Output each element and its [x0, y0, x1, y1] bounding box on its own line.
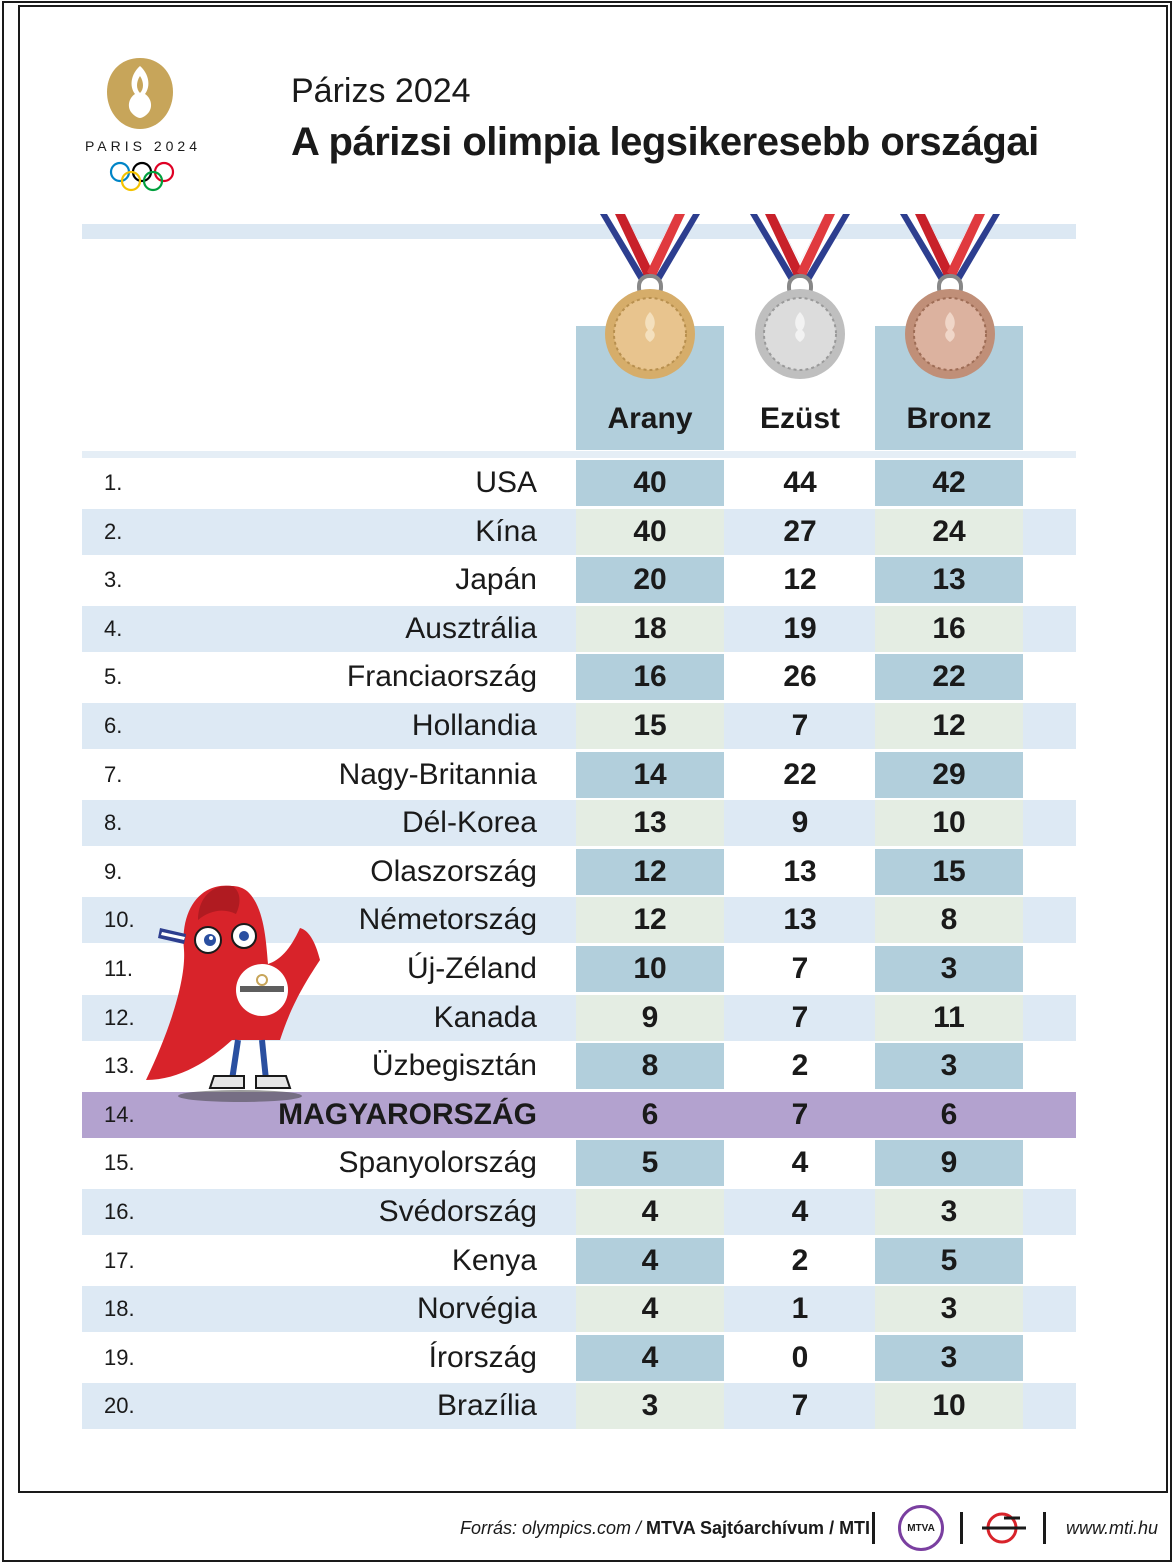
cell-gold: 14: [633, 757, 667, 791]
cell-bronze: 9: [940, 1146, 958, 1180]
cell-bronze: 3: [940, 1049, 958, 1083]
row-rank: 6.: [104, 712, 123, 738]
row-rank: 1.: [104, 470, 123, 495]
row-rank: 8.: [104, 810, 123, 836]
table-row: [82, 1335, 1076, 1384]
cell-silver: 22: [783, 757, 817, 791]
row-rank: 16.: [104, 1198, 135, 1224]
mti-logo-icon: [980, 1508, 1028, 1548]
row-country: Írország: [428, 1340, 537, 1374]
row-country: Ausztrália: [405, 611, 537, 645]
header-divider-band: [82, 451, 1076, 458]
cell-silver: 44: [783, 466, 817, 499]
table-row: [82, 606, 1076, 655]
row-country: Japán: [455, 563, 537, 597]
table-row: [82, 654, 1076, 703]
cell-bronze: 29: [932, 757, 966, 791]
row-country: USA: [475, 466, 537, 499]
cell-gold: 18: [633, 611, 667, 645]
row-country: MAGYARORSZÁG: [278, 1097, 537, 1131]
row-rank: 19.: [104, 1344, 135, 1370]
cell-gold: 4: [641, 1194, 659, 1228]
row-rank: 14.: [104, 1101, 135, 1127]
row-rank: 17.: [104, 1247, 135, 1273]
mtva-logo: MTVA: [898, 1505, 944, 1551]
cell-silver: 7: [791, 1097, 809, 1131]
cell-silver: 13: [783, 903, 817, 937]
row-rank: 2.: [104, 518, 123, 544]
row-country: Kanada: [433, 1000, 537, 1034]
column-header-gold: Arany: [607, 402, 693, 435]
cell-silver: 1: [791, 1292, 809, 1326]
bronze-medal-icon: [895, 212, 1005, 382]
gold-medal-icon: [595, 212, 705, 382]
cell-bronze: 3: [940, 951, 958, 985]
source-prefix: Forrás: olympics.com /: [460, 1518, 647, 1538]
cell-gold: 40: [633, 466, 667, 499]
table-row: [82, 703, 1076, 752]
row-rank: 4.: [104, 615, 123, 641]
paris-2024-logo: [78, 56, 208, 206]
row-rank: 11.: [104, 955, 133, 981]
cell-gold: 3: [641, 1389, 659, 1423]
cell-silver: 13: [783, 854, 817, 888]
phryge-mascot-icon: [140, 880, 330, 1105]
cell-gold: 10: [633, 951, 667, 985]
cell-bronze: 5: [940, 1243, 958, 1277]
cell-bronze: 16: [932, 611, 966, 645]
table-row: [82, 1189, 1076, 1238]
row-rank: 9.: [104, 858, 123, 884]
silver-medal-icon: [745, 212, 855, 382]
cell-gold: 16: [633, 660, 667, 694]
source-agency: MTVA Sajtóarchívum / MTI: [646, 1518, 871, 1538]
row-country: Franciaország: [346, 660, 537, 694]
cell-gold: 6: [641, 1097, 659, 1131]
cell-gold: 9: [641, 1000, 659, 1034]
cell-gold: 4: [641, 1340, 659, 1374]
cell-bronze: 6: [940, 1097, 958, 1131]
row-rank: 10.: [104, 907, 135, 933]
row-country: Üzbegisztán: [371, 1049, 537, 1083]
cell-bronze: 15: [932, 854, 966, 888]
row-country: Norvégia: [416, 1292, 537, 1326]
cell-silver: 4: [791, 1146, 809, 1180]
cell-gold: 12: [633, 854, 667, 888]
cell-bronze: 42: [932, 466, 966, 499]
row-rank: 18.: [104, 1296, 135, 1322]
page-subtitle: Párizs 2024: [291, 72, 471, 110]
column-header-bronze: Bronz: [906, 402, 992, 435]
cell-bronze: 8: [940, 903, 958, 937]
source-credit: [460, 1518, 870, 1539]
table-row: [82, 1383, 1076, 1432]
row-rank: 7.: [104, 761, 123, 787]
row-rank: 3.: [104, 567, 123, 593]
cell-gold: 12: [633, 903, 667, 937]
cell-gold: 8: [641, 1049, 659, 1083]
cell-bronze: 10: [932, 806, 966, 840]
row-country: Svédország: [378, 1194, 537, 1228]
row-country: Új-Zéland: [406, 951, 537, 985]
row-country: Hollandia: [411, 708, 537, 742]
cell-gold: 15: [633, 708, 667, 742]
cell-silver: 27: [783, 514, 817, 548]
logo-wordmark: PARIS 2024: [84, 138, 201, 154]
cell-bronze: 3: [940, 1194, 958, 1228]
cell-silver: 7: [791, 1000, 809, 1034]
cell-gold: 4: [641, 1243, 659, 1277]
row-country: Kenya: [451, 1243, 537, 1277]
page-title: A párizsi olimpia legsikeresebb országai: [291, 120, 1039, 164]
footer-separator: [960, 1512, 963, 1544]
cell-silver: 4: [791, 1194, 809, 1228]
table-row: [82, 1238, 1076, 1287]
table-row: [82, 752, 1076, 801]
cell-silver: 9: [791, 806, 809, 840]
row-country: Dél-Korea: [401, 806, 537, 840]
cell-silver: 7: [791, 951, 809, 985]
table-row: [82, 557, 1076, 606]
cell-silver: 12: [783, 563, 817, 597]
paris-flame-icon: [101, 56, 179, 131]
row-country: Németország: [358, 903, 537, 937]
row-country: Olaszország: [370, 854, 537, 888]
row-country: Nagy-Britannia: [338, 757, 537, 791]
cell-bronze: 3: [940, 1292, 958, 1326]
cell-bronze: 24: [932, 514, 966, 548]
footer-separator: [872, 1512, 875, 1544]
row-country: Kína: [475, 514, 537, 548]
table-row: [82, 1140, 1076, 1189]
cell-silver: 2: [791, 1243, 809, 1277]
website-link[interactable]: www.mti.hu: [1066, 1518, 1159, 1538]
cell-bronze: 22: [932, 660, 966, 694]
column-header-silver: Ezüst: [759, 402, 840, 435]
table-row: [82, 1286, 1076, 1335]
row-rank: 15.: [104, 1150, 135, 1176]
table-row: [82, 509, 1076, 558]
footer-separator: [1043, 1512, 1046, 1544]
cell-silver: 19: [783, 611, 817, 645]
cell-gold: 4: [641, 1292, 659, 1326]
cell-bronze: 12: [932, 708, 966, 742]
row-rank: 5.: [104, 664, 123, 690]
cell-silver: 0: [791, 1340, 809, 1374]
row-rank: 12.: [104, 1004, 135, 1030]
row-country: Brazília: [436, 1389, 537, 1423]
cell-bronze: 11: [933, 1000, 965, 1034]
olympic-rings-icon: [106, 160, 178, 196]
row-rank: 13.: [104, 1053, 135, 1079]
cell-silver: 2: [791, 1049, 809, 1083]
table-row: [82, 800, 1076, 849]
cell-gold: 5: [641, 1146, 659, 1180]
cell-gold: 40: [633, 514, 667, 548]
cell-silver: 26: [783, 660, 817, 694]
cell-bronze: 10: [932, 1389, 966, 1423]
cell-silver: 7: [791, 708, 809, 742]
row-country: Spanyolország: [338, 1146, 537, 1180]
row-rank: 20.: [104, 1393, 135, 1419]
cell-gold: 13: [633, 806, 667, 840]
cell-bronze: 3: [940, 1340, 958, 1374]
cell-silver: 7: [791, 1389, 809, 1423]
cell-bronze: 13: [932, 563, 966, 597]
table-row: [82, 460, 1076, 509]
cell-gold: 20: [633, 563, 667, 597]
